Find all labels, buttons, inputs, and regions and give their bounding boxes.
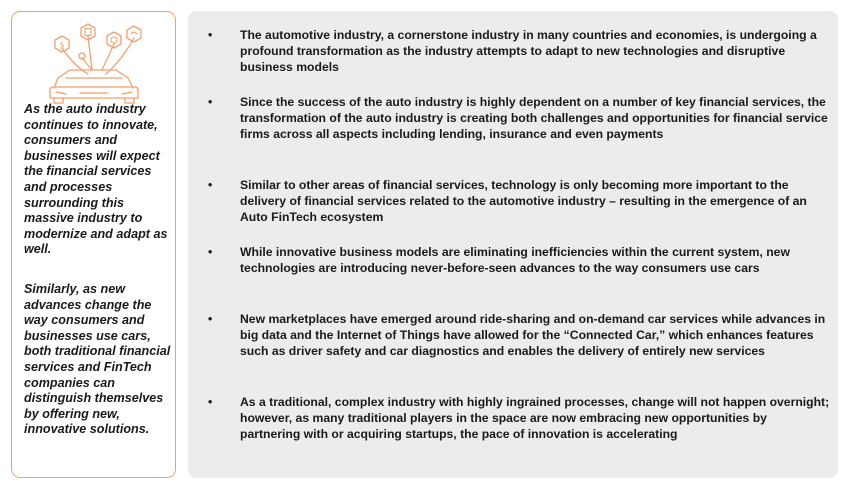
svg-text:$: $ — [59, 40, 65, 50]
connected-car-icon — [36, 18, 152, 104]
bullet-marker: • — [208, 395, 213, 409]
sidebar-panel — [11, 11, 176, 478]
bullet-text: Similar to other areas of financial services, technology is only becoming more important to the delivery of financial services related to the automotive industry – resulting in the emergence of an Auto FinTech ecosystem — [240, 178, 807, 225]
bullet-marker: • — [208, 312, 213, 326]
bullet-marker: • — [208, 178, 213, 192]
bullet-text: Since the success of the auto industry is highly dependent on a number of key financial services, the transformation of the auto industry is creating both challenges and opportunities for financial service firms across all aspects including lending, insurance and even payments — [240, 95, 828, 142]
bullet-marker: • — [208, 245, 213, 259]
bullet-panel — [188, 11, 838, 478]
sidebar-paragraph-2: Similarly, as new advances change the way consumers and businesses use cars, both traditional financial services and FinTech companies can distinguish themselves by offering new, innovative solutions. — [24, 282, 171, 437]
bullet-marker: • — [208, 28, 213, 42]
bullet-marker: • — [208, 95, 213, 109]
bullet-text: As a traditional, complex industry with highly ingrained processes, change will not happen overnight; however, as many traditional players in the space are now embracing new opportunities by partnering with or acquiring startups, the pace of innovation is accelerating — [240, 395, 830, 442]
bullet-text: New marketplaces have emerged around ride-sharing and on-demand car services while advances in big data and the Internet of Things have allowed for the “Connected Car,” which enhances features such as driver safety and car diagnostics and enables the delivery of entirely new services — [240, 312, 826, 359]
bullet-text: While innovative business models are eliminating inefficiencies within the current system, new technologies are introducing never-before-seen advances to the way consumers use cars — [240, 245, 790, 276]
sidebar-paragraph-1: As the auto industry continues to innovate, consumers and businesses will expect the financial services and processes surrounding this massive industry to modernize and adapt as well. — [24, 102, 168, 257]
bullet-text: The automotive industry, a cornerstone industry in many countries and economies, is undergoing a profound transformation as the industry attempts to adapt to new technologies and disruptive business models — [240, 28, 817, 75]
